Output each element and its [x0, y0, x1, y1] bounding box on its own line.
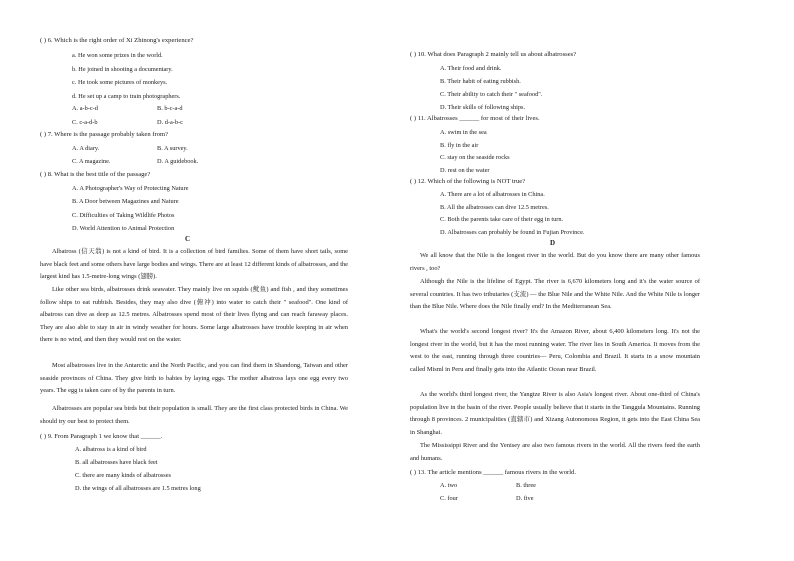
question-11-stem: ( ) 11. Albatrosses ______ for most of their lives.	[410, 115, 540, 122]
section-d-heading: D	[550, 239, 556, 247]
passage-c-paragraph-2: Like other sea birds, albatrosses drink seawater. They mainly live on squids (鱿鱼) and fish , and they sometimes follow ships to eat rubbish. Besides, they may also dive (俯冲) into water to catch their " seafood". One kind of albatross can dive as deep as 12.5 metres. Albatrosses spend most of their lives flying and can reach faraway places. They are also able to stay in air in windy weather for hours. Some large albatrosses have trouble keeping in air when there is no wind, and then they would rest on the water.	[40, 286, 348, 344]
q6-choice-a: A. a-b-c-d	[72, 105, 98, 112]
question-7-stem: ( ) 7. Where is the passage probably taken from?	[40, 131, 169, 138]
question-9-stem: ( ) 9. From Paragraph 1 we know that ______.	[40, 433, 163, 440]
question-12-stem: ( ) 12. Which of the following is NOT true?	[410, 178, 526, 185]
q8-option-b: B. A Door between Magazines and Nature	[72, 198, 179, 205]
q12-option-b: B. All the albatrosses can dive 12.5 metres.	[440, 204, 549, 211]
q10-option-b: B. Their habit of eating rubbish.	[440, 78, 521, 85]
question-13-stem: ( ) 13. The article mentions ______ famous rivers in the world.	[410, 469, 576, 476]
q8-option-d: D. World Attention to Animal Protection	[72, 225, 175, 232]
q8-option-c: C. Difficulties of Taking Wildlife Photos	[72, 212, 175, 219]
q7-choice-b: B. A survey.	[157, 145, 188, 152]
passage-d-paragraph-3: What's the world's second longest river? It's the Amazon River, about 6,400 kilometers long. It's not the longest river in the world, but it has the most running water. The river lies in South America. It moves from the west to the east, running through three countries— Peru, Colombia and Brazil. It starts in a snow mountain called Misml in Peru and finally gets into the Atlantic Ocean near Brazil.	[410, 328, 700, 373]
passage-d-paragraph-1: We all know that the Nile is the longest river in the world. But do you know there are many other famous rivers , too?	[410, 252, 700, 272]
section-c-heading: C	[185, 235, 191, 243]
passage-d-paragraph-2: Although the Nile is the lifeline of Egypt. The river is 6,670 kilometers long and it's the water source of several countries. It has two tributaries (支流) — the Blue Nile and the White Nile. And the White Nile is longer than the Blue Nile. Where does the Nile finally end? In the Mediterranean Sea.	[410, 278, 700, 311]
q13-choice-b: B. three	[516, 482, 536, 489]
q9-option-d: D. the wings of all albatrosses are 1.5 metres long	[75, 485, 201, 492]
q12-option-d: D. Albatrosses can probably be found in Fujian Province.	[440, 229, 585, 236]
q7-choice-a: A. A diary.	[72, 145, 100, 152]
question-10-stem: ( ) 10. What does Paragraph 2 mainly tell us about albatrosses?	[410, 51, 577, 58]
q10-option-c: C. Their ability to catch their " seafood".	[440, 91, 543, 98]
q13-choice-a: A. two	[440, 482, 458, 489]
q6-choice-d: D. d-a-b-c	[157, 119, 183, 126]
question-6-stem: ( ) 6. Which is the right order of Xi Zhinong's experience?	[40, 37, 194, 44]
q11-option-d: D. rest on the water	[440, 167, 490, 174]
q10-option-a: A. Their food and drink.	[440, 65, 502, 72]
q6-choice-c: C. c-a-d-b	[72, 119, 98, 126]
q9-option-a: A. albatross is a kind of bird	[75, 446, 147, 453]
passage-c-paragraph-1: Albatross (信天翁) is not a kind of bird. It is a collection of bird families. Some of them have short tails, some have black feet and some others have large bodies and wings. There are at least 12 different kinds of albatrosses, and the largest kind has 1.5-metre-long wings (翅膀).	[40, 248, 348, 281]
q11-option-a: A. swim in the sea	[440, 129, 487, 136]
question-8-stem: ( ) 8. What is the best title of the passage?	[40, 171, 151, 178]
q12-option-a: A. There are a lot of albatrosses in China.	[440, 191, 545, 198]
q6-choice-b: B. b-c-a-d	[157, 105, 183, 112]
q7-choice-d: D. A guidebook.	[157, 158, 199, 165]
q6-option-a: a. He won some prizes in the world.	[72, 52, 163, 59]
q6-option-d: d. He set up a camp to train photographers.	[72, 93, 181, 100]
q9-option-c: C. there are many kinds of albatrosses	[75, 472, 171, 479]
q13-choice-c: C. four	[440, 495, 458, 502]
q6-option-b: b. He joined in shooting a documentary.	[72, 66, 173, 73]
q7-choice-c: C. A magazine.	[72, 158, 111, 165]
q11-option-c: C. stay on the seaside rocks	[440, 154, 510, 161]
passage-d-paragraph-4: As the world's third longest river, the Yangtze River is also Asia's longest river. About one-third of China's population live in the basin of the river. People usually believe that it starts in the Tanggula Mountains. Running through 8 provinces. 2 municipalities (直辖市) and Xizang Autonomous Region, it gets into the East China Sea in Shanghai.	[410, 391, 700, 436]
q11-option-b: B. fly in the air	[440, 142, 479, 149]
passage-d-paragraph-5: The Mississippi River and the Yenisey are also two famous rivers in the world. All the rivers feed the earth and humans.	[410, 442, 700, 462]
q13-choice-d: D. five	[516, 495, 534, 502]
q12-option-c: C. Both the parents take care of their egg in turn.	[440, 216, 564, 223]
q6-option-c: c. He took some pictures of monkeys.	[72, 79, 168, 86]
q9-option-b: B. all albatrosses have black feet	[75, 459, 158, 466]
passage-c-paragraph-3: Most albatrosses live in the Antarctic and the North Pacific, and you can find them in Shandong, Taiwan and other seaside provinces of China. They give birth to babies by laying eggs. The mother albatross lays one egg every two years. The egg is taken care of by the parents in turn.	[40, 362, 348, 395]
passage-c-paragraph-4: Albatrosses are popular sea birds but their population is small. They are the first class protected birds in China. We should try our best to protect them.	[40, 405, 348, 425]
q8-option-a: A. A Photographer's Way of Protecting Nature	[72, 185, 189, 192]
q10-option-d: D. Their skills of following ships.	[440, 104, 526, 111]
